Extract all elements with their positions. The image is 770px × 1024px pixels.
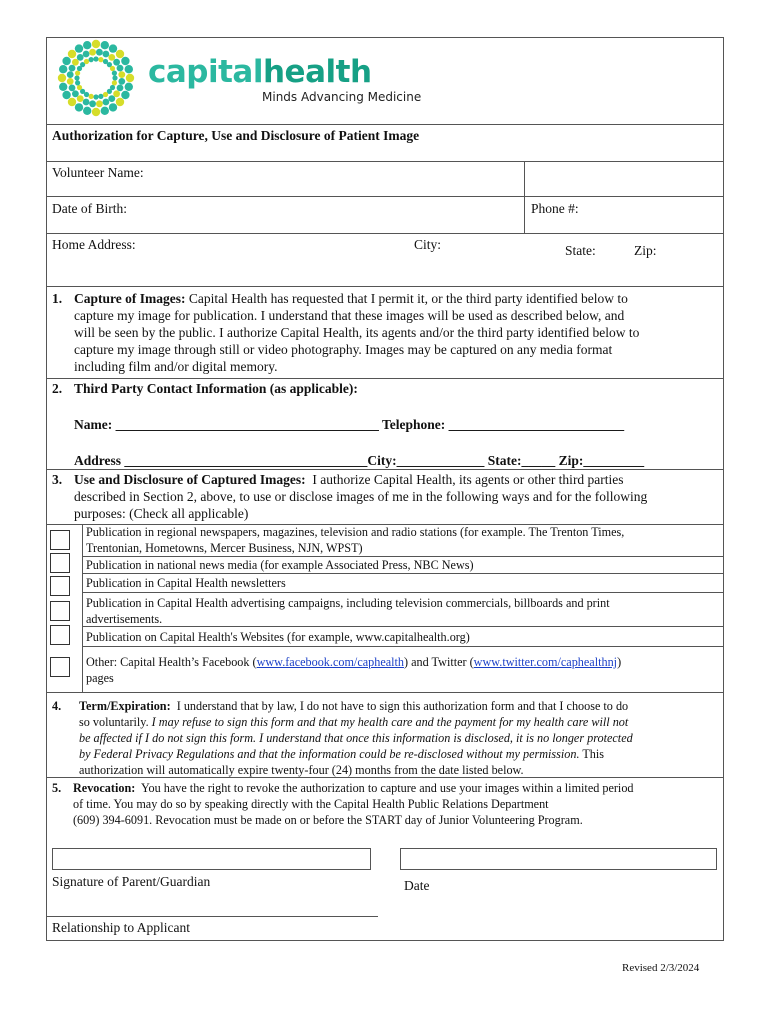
option-social-media [86, 654, 621, 686]
section5-heading: Revocation: [73, 781, 136, 795]
section5-line3: (609) 394-6091. Revocation must be made on or before the START day of Junior Volunteering Program. [73, 813, 583, 827]
logo-dot [69, 65, 76, 72]
logo-dot [75, 71, 80, 76]
logo-dot [116, 98, 124, 106]
option-social-mid: ) and Twitter ( [404, 655, 474, 669]
rule-under-volunteer [46, 196, 724, 197]
logo-dot [93, 94, 98, 99]
logo-dot [125, 65, 133, 73]
logo-wordmark [148, 54, 372, 90]
capital-health-sunburst-logo-icon [50, 38, 146, 120]
logo-word-capital: capital [148, 54, 263, 90]
rule-under-section3 [46, 692, 724, 693]
logo-dot [96, 49, 103, 56]
state-label: State: [565, 243, 596, 258]
logo-dot [72, 59, 79, 66]
rule-under-section2 [46, 469, 724, 470]
logo-dot [68, 50, 76, 58]
facebook-link[interactable]: www.facebook.com/caphealth [256, 655, 405, 669]
option-regional-media [86, 524, 624, 556]
relationship-line[interactable] [46, 916, 378, 917]
logo-dot [83, 99, 90, 106]
logo-dot [126, 74, 134, 82]
logo-dot [72, 90, 79, 97]
logo-dot [89, 57, 94, 62]
section1-line5: including film and/or digital memory. [74, 359, 278, 374]
checkbox-websites[interactable] [50, 625, 70, 645]
form-title: Authorization for Capture, Use and Disclosure of Patient Image [52, 128, 420, 143]
section4-line4-plain: This [579, 747, 605, 761]
logo-dot [103, 51, 110, 58]
logo-dot [108, 54, 115, 61]
option-social-line2: pages [86, 671, 114, 685]
logo-dot [75, 103, 83, 111]
section1-heading: Capture of Images: [74, 291, 186, 306]
option-national-media: Publication in national news media (for example Associated Press, NBC News) [86, 558, 474, 572]
twitter-link[interactable]: www.twitter.com/caphealthnj [473, 655, 618, 669]
logo-dot [110, 66, 115, 71]
logo-word-health: health [262, 54, 372, 90]
section4-line5: authorization will automatically expire twenty-four (24) months from the date listed below. [79, 763, 524, 777]
logo-dot [103, 99, 110, 106]
section4-heading: Term/Expiration: [79, 699, 171, 713]
relationship-label: Relationship to Applicant [52, 920, 190, 935]
logo-dot [116, 50, 124, 58]
revised-date: Revised 2/3/2024 [622, 962, 700, 974]
parent-signature-field[interactable] [52, 848, 371, 870]
volunteer-name-label: Volunteer Name: [52, 165, 144, 180]
section1-number: 1. [52, 291, 63, 306]
checkbox-newsletters[interactable] [50, 576, 70, 596]
option-newsletters: Publication in Capital Health newsletters [86, 576, 286, 590]
city-label: City: [414, 237, 442, 252]
section4-number: 4. [52, 699, 62, 713]
logo-dot [92, 40, 100, 48]
logo-dot [109, 103, 117, 111]
third-party-name-phone-line[interactable]: Name: _______________________________________ Telephone: __________________________ [74, 417, 625, 432]
section5-line1: You have the right to revoke the authorization to capture and use your images within a limited period [140, 781, 634, 795]
home-address-label: Home Address: [52, 237, 136, 252]
option-websites: Publication on Capital Health's Websites (for example, www.capitalhealth.org) [86, 630, 470, 644]
rule-under-logo [46, 124, 724, 125]
option-social-post: ) [617, 655, 622, 669]
logo-dot [98, 94, 103, 99]
logo-dot [117, 65, 124, 72]
logo-dot [89, 49, 96, 56]
zip-label: Zip: [634, 243, 657, 258]
logo-dot [77, 95, 84, 102]
checkbox-social-media[interactable] [50, 657, 70, 677]
logo-dot [84, 59, 89, 64]
section3-line2: described in Section 2, above, to use or disclose images of me in the following ways and for the following [74, 489, 648, 504]
option-regional-media-line1: Publication in regional newspapers, magazines, television and radio stations (for example. The Trenton Times, [86, 525, 625, 539]
rule-under-address [46, 286, 724, 287]
logo-dot [117, 85, 124, 92]
rule-under-title [46, 161, 724, 162]
section4-line4-italic: by Federal Privacy Regulations and that the information could be re-disclosed without my permission. [79, 747, 580, 761]
logo-dot [108, 95, 115, 102]
third-party-address-line[interactable]: Address ____________________________________City:_____________ State:_____ Zip:_________ [74, 453, 645, 468]
logo-dot [118, 78, 125, 85]
phone-label: Phone #: [531, 201, 579, 216]
logo-dot [109, 44, 117, 52]
section4-line2-italic: I may refuse to sign this form and that my health care and the payment for my health care will not [151, 715, 629, 729]
section1-line1: Capital Health has requested that I permit it, or the third party identified below to [188, 291, 628, 306]
logo-dot [75, 44, 83, 52]
parent-signature-label: Signature of Parent/Guardian [52, 874, 211, 889]
logo-dot [113, 59, 120, 66]
logo-dot [58, 74, 66, 82]
logo-dot [92, 108, 100, 116]
section4-text [79, 698, 633, 778]
logo-dot [112, 80, 117, 85]
section5-line2: of time. You may do so by speaking directly with the Capital Health Public Relations Department [73, 797, 549, 811]
section3-line3: purposes: (Check all applicable) [74, 506, 249, 521]
logo-dot [59, 65, 67, 73]
logo-dot [83, 107, 91, 115]
section3-line1: I authorize Capital Health, its agents or other third parties [312, 472, 624, 487]
checkbox-national-media[interactable] [50, 553, 70, 573]
section1-line2: capture my image for publication. I understand that these images will be used as described below, and [74, 308, 625, 323]
checkbox-advertising[interactable] [50, 601, 70, 621]
rule-under-section1 [46, 378, 724, 379]
logo-dot [67, 78, 74, 85]
section1-line3: will be seen by the public. I authorize Capital Health, its agents and/or the third party identified below to [74, 325, 640, 340]
logo-dot [101, 41, 109, 49]
section4-line1: I understand that by law, I do not have to sign this authorization form and that I choose to do [176, 699, 629, 713]
option-advertising-line1: Publication in Capital Health advertising campaigns, including television commercials, billboards and print [86, 596, 610, 610]
section3-heading: Use and Disclosure of Captured Images: [74, 472, 306, 487]
logo-dot [125, 83, 133, 91]
logo-dot [68, 98, 76, 106]
logo-dot [121, 91, 129, 99]
logo-dot [83, 41, 91, 49]
logo-dot [118, 71, 125, 78]
rule-opt5 [82, 646, 724, 647]
date-field[interactable] [400, 848, 717, 870]
section2-heading: Third Party Contact Information (as applicable): [74, 381, 358, 396]
logo-dot [121, 57, 129, 65]
logo-dot [89, 94, 94, 99]
date-of-birth-label: Date of Birth: [52, 201, 127, 216]
logo-dot [89, 100, 96, 107]
section2-number: 2. [52, 381, 63, 396]
logo-dot [112, 71, 117, 76]
logo-dot [98, 57, 103, 62]
logo-dot [59, 83, 67, 91]
logo-dot [103, 92, 108, 97]
logo-dot [62, 91, 70, 99]
divider-phone [524, 161, 525, 233]
logo-dot [93, 56, 98, 61]
divider-options [82, 524, 83, 692]
section4-line3: be affected if I do not sign this form. I understand that once this information is disclosed, it is no longer protected [79, 731, 633, 745]
logo-dot [67, 71, 74, 78]
rule-opt3 [82, 592, 724, 593]
logo-dot [96, 100, 103, 107]
logo-dot [101, 107, 109, 115]
rule-opt2 [82, 573, 724, 574]
logo-dot [83, 51, 90, 58]
section5-number: 5. [52, 781, 62, 795]
logo-tagline: Minds Advancing Medicine [262, 90, 422, 104]
section1-text [74, 290, 639, 375]
logo-dot [112, 75, 117, 80]
logo-dot [74, 75, 79, 80]
logo-dot [77, 85, 82, 90]
section5-text [73, 780, 634, 828]
option-advertising-line2: advertisements. [86, 612, 163, 626]
option-advertising [86, 595, 610, 627]
logo-dot [77, 54, 84, 61]
option-social-pre: Other: Capital Health’s Facebook ( [86, 655, 257, 669]
option-regional-media-line2: Trentonian, Hometowns, Mercer Business, NJN, WPST) [86, 541, 363, 555]
section1-line4: capture my image through still or video photography. Images may be captured on any media format [74, 342, 613, 357]
section4-line2-plain: so voluntarily. [79, 715, 152, 729]
checkbox-regional-media[interactable] [50, 530, 70, 550]
logo-dot [113, 90, 120, 97]
logo-dot [62, 57, 70, 65]
logo-dot [75, 80, 80, 85]
date-label: Date [404, 878, 430, 893]
rule-under-dob [46, 233, 724, 234]
logo-dot [69, 85, 76, 92]
section3-number: 3. [52, 472, 63, 487]
section3-text [74, 471, 647, 522]
